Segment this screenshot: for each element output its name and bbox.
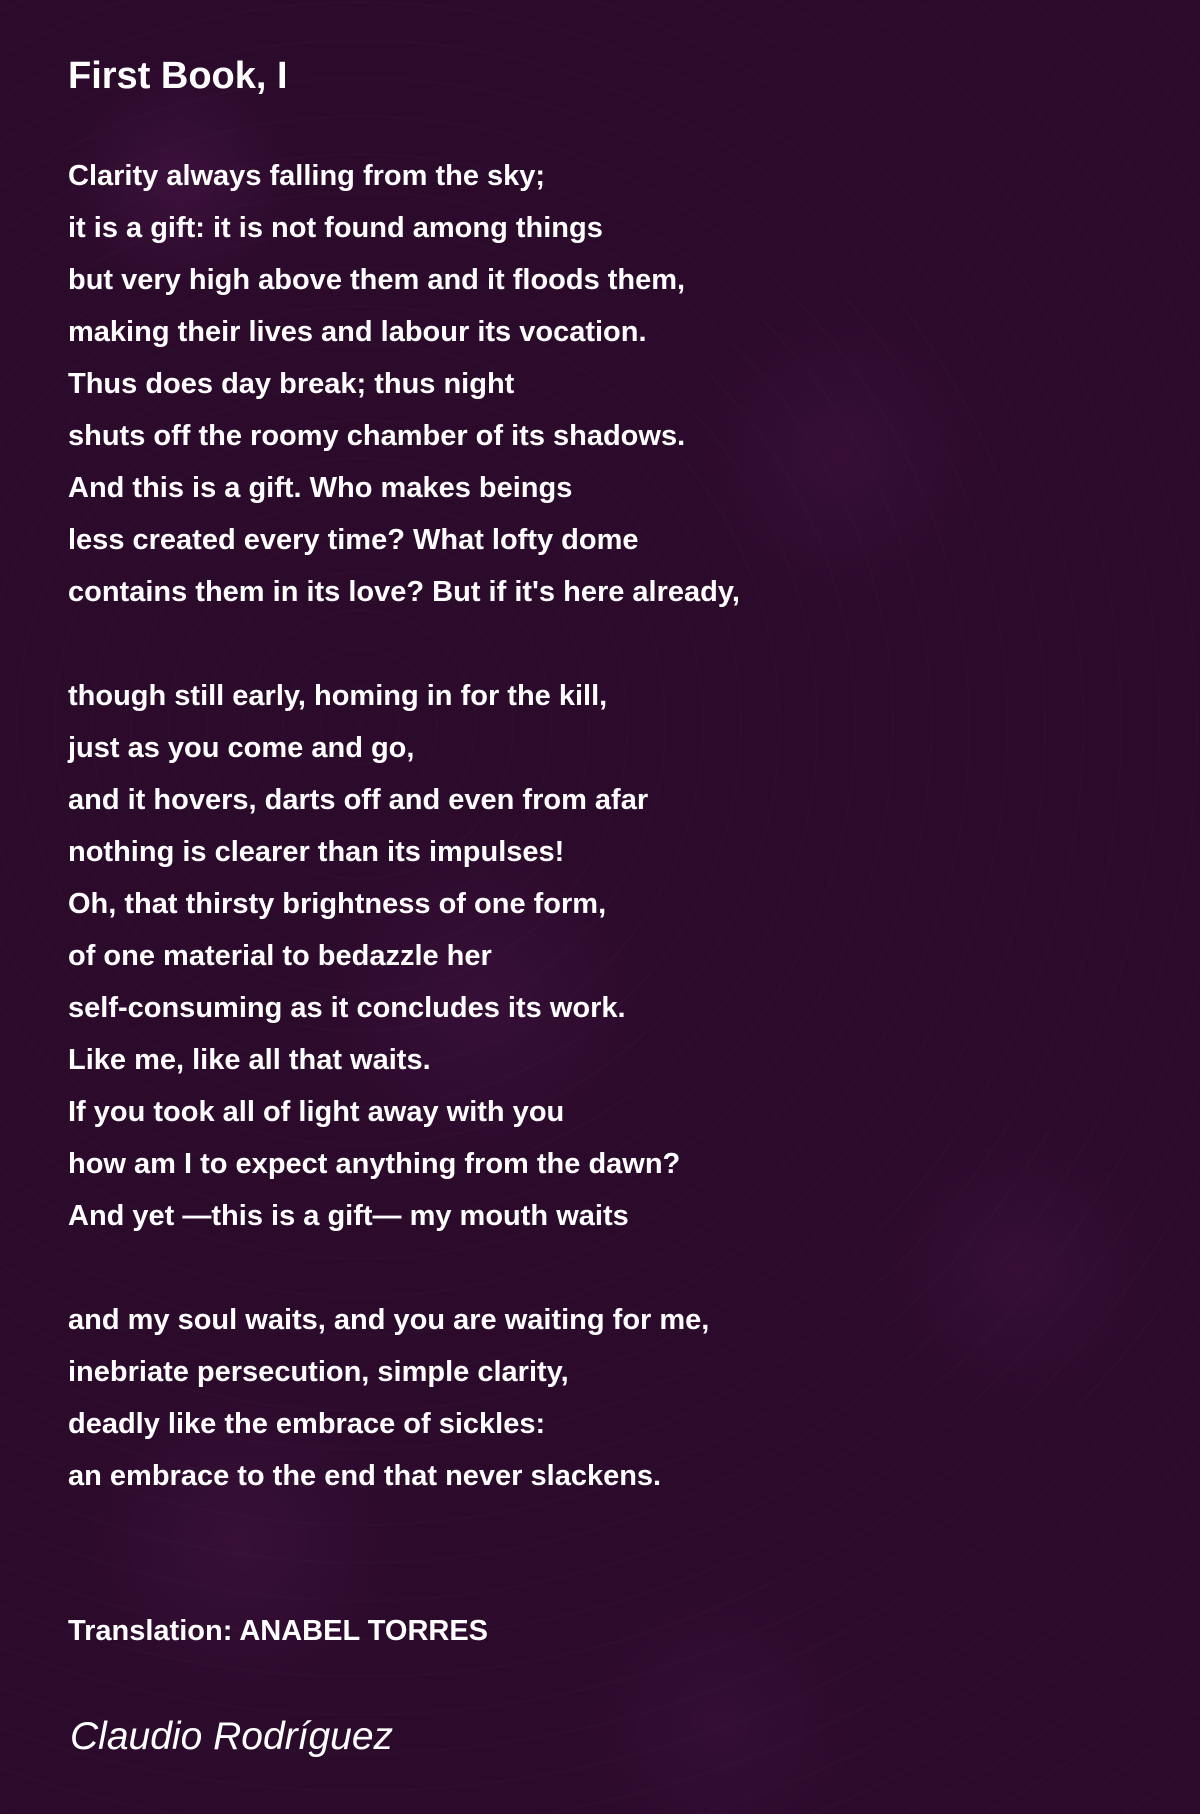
poem-line: just as you come and go, bbox=[68, 732, 415, 764]
poem-line: And this is a gift. Who makes beings bbox=[68, 472, 573, 504]
poem-line: contains them in its love? But if it's here already, bbox=[68, 576, 740, 608]
poem-line: though still early, homing in for the kill, bbox=[68, 680, 608, 712]
poem-line: an embrace to the end that never slackens. bbox=[68, 1460, 662, 1492]
poem-title: First Book, I bbox=[68, 55, 288, 97]
poem-stanza-2 bbox=[68, 670, 680, 1242]
poem-line: Oh, that thirsty brightness of one form, bbox=[68, 888, 607, 920]
poem-stanza-1 bbox=[68, 150, 740, 618]
translation-credit: Translation: ANABEL TORRES bbox=[68, 1615, 489, 1647]
poem-line: making their lives and labour its vocation. bbox=[68, 316, 647, 348]
poem-line: Like me, like all that waits. bbox=[68, 1044, 431, 1076]
poem-line: shuts off the roomy chamber of its shadows. bbox=[68, 420, 686, 452]
poem-line: Clarity always falling from the sky; bbox=[68, 160, 546, 192]
poem-line: how am I to expect anything from the dawn? bbox=[68, 1148, 681, 1180]
poem-line: Thus does day break; thus night bbox=[68, 368, 515, 400]
poem-stanza-3 bbox=[68, 1294, 709, 1502]
poem-author: Claudio Rodríguez bbox=[70, 1715, 394, 1758]
poem-line: deadly like the embrace of sickles: bbox=[68, 1408, 546, 1440]
poem-page bbox=[68, 0, 1168, 1814]
poem-line: of one material to bedazzle her bbox=[68, 940, 492, 972]
poem-line: self-consuming as it concludes its work. bbox=[68, 992, 626, 1024]
poem-line: it is a gift: it is not found among things bbox=[68, 212, 603, 244]
poem-line: inebriate persecution, simple clarity, bbox=[68, 1356, 569, 1388]
poem-line: And yet —this is a gift— my mouth waits bbox=[68, 1200, 629, 1232]
poem-line: less created every time? What lofty dome bbox=[68, 524, 639, 556]
poem-line: but very high above them and it floods them, bbox=[68, 264, 686, 296]
poem-line: and my soul waits, and you are waiting for me, bbox=[68, 1304, 710, 1336]
poem-line: nothing is clearer than its impulses! bbox=[68, 836, 565, 868]
poem-line: If you took all of light away with you bbox=[68, 1096, 565, 1128]
poem-line: and it hovers, darts off and even from afar bbox=[68, 784, 649, 816]
